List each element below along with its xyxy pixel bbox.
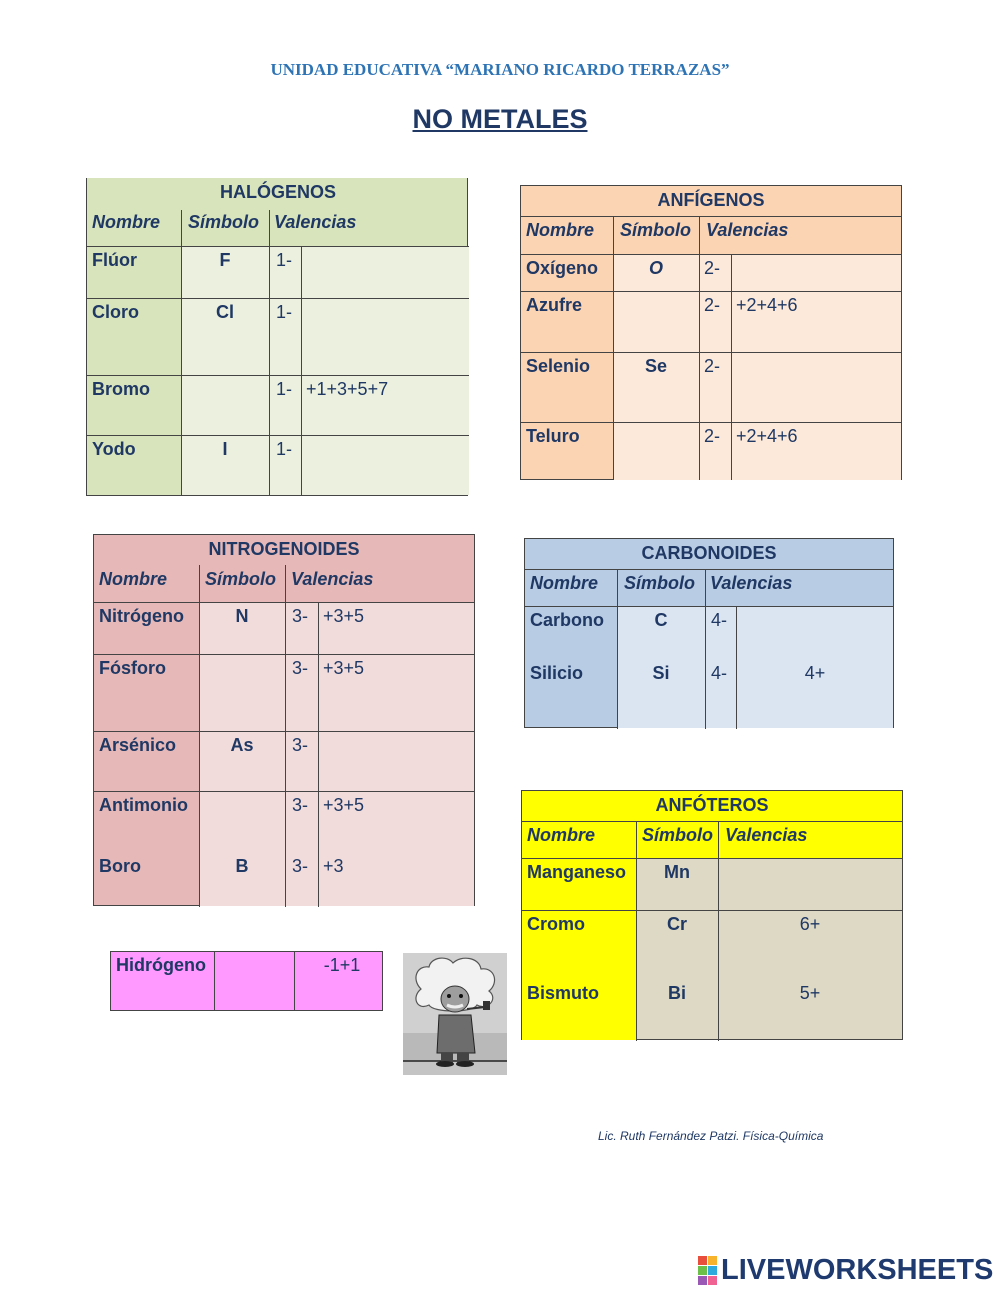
author-credit: Lic. Ruth Fernández Patzi. Física-Química (598, 1129, 824, 1143)
table-row-valence-extra[interactable]: +3 (323, 856, 344, 876)
table-row-name: Fósforo (99, 658, 166, 678)
table-row-valence-extra[interactable] (301, 298, 469, 306)
table-row-name: Boro (99, 856, 141, 876)
table-row-name: Bismuto (527, 983, 599, 1003)
table-row-name: Bromo (92, 379, 150, 399)
table-row-symbol[interactable]: Si (652, 663, 670, 683)
shared-valence[interactable]: 4+ (804, 663, 826, 683)
table-row-symbol[interactable] (613, 291, 699, 299)
table-row-valence-extra[interactable]: +2+4+6 (736, 426, 798, 446)
table-row-name: Azufre (526, 295, 583, 315)
liveworksheets-logo-text: LIVEWORKSHEETS (721, 1253, 994, 1286)
table-row-name: Cloro (92, 302, 139, 322)
table-row-valence[interactable] (718, 858, 902, 866)
table-row-valence: 4- (711, 663, 728, 683)
table-row-symbol[interactable]: As (230, 735, 254, 755)
table-row-name: Teluro (526, 426, 580, 446)
table-row-valence: 4- (711, 610, 728, 630)
table-row-symbol[interactable]: I (222, 439, 228, 459)
table-row-name: Flúor (92, 250, 137, 270)
col-name-header: Nombre (526, 220, 595, 240)
table-row-symbol[interactable]: B (235, 856, 249, 876)
table-row-name: Oxígeno (526, 258, 599, 278)
carbonoides-title: CARBONOIDES (641, 543, 777, 563)
anfoteros-title: ANFÓTEROS (655, 795, 769, 815)
liveworksheets-logo-icon (698, 1256, 717, 1285)
hidrogeno-row (110, 951, 383, 1011)
table-row-valence-extra[interactable]: +3+5 (323, 795, 365, 815)
col-valences-header: Valencias (274, 212, 357, 232)
table-row-name: Manganeso (527, 862, 627, 882)
col-symbol-header: Símbolo (620, 220, 691, 240)
col-valences-header: Valencias (725, 825, 808, 845)
table-row-valence: 2- (704, 295, 721, 315)
anfigenos-title: ANFÍGENOS (657, 190, 765, 210)
col-name-header: Nombre (530, 573, 599, 593)
nitrogenoides-title: NITROGENOIDES (208, 539, 360, 559)
table-row-valence-extra[interactable]: +1+3+5+7 (306, 379, 389, 399)
halogenos-table (86, 178, 468, 496)
liveworksheets-logo[interactable] (698, 1254, 993, 1286)
table-row-symbol[interactable]: Bi (668, 983, 686, 1003)
table-row-symbol[interactable]: Cl (216, 302, 234, 322)
hidrogeno-name: Hidrógeno (116, 955, 206, 975)
nitrogenoides-table (93, 534, 475, 906)
table-row-name: Cromo (527, 914, 585, 934)
table-row-name: Silicio (530, 663, 584, 683)
table-row-valence-extra[interactable] (301, 435, 469, 443)
table-row-valence-extra[interactable]: +2+4+6 (736, 295, 798, 315)
table-row-symbol[interactable]: Cr (666, 914, 687, 934)
table-row-symbol[interactable]: F (219, 250, 231, 270)
table-row-symbol[interactable]: O (648, 258, 663, 278)
col-valences-header: Valencias (291, 569, 374, 589)
table-row-valence: 2- (704, 258, 721, 278)
table-row-valence-extra[interactable] (318, 731, 474, 739)
school-name: UNIDAD EDUCATIVA “MARIANO RICARDO TERRAZAS” (270, 60, 730, 79)
halogenos-title: HALÓGENOS (219, 182, 336, 202)
table-row-symbol[interactable]: Se (644, 356, 668, 376)
table-row-valence: 1- (276, 250, 293, 270)
table-row-valence: 3- (292, 735, 309, 755)
table-row-symbol[interactable]: Mn (664, 862, 690, 882)
col-symbol-header: Símbolo (188, 212, 259, 232)
table-row-valence[interactable]: 5+ (799, 983, 821, 1003)
table-row-valence: 3- (292, 606, 309, 626)
page-title: NO METALES (412, 104, 588, 134)
anfoteros-table (521, 790, 903, 1040)
table-row-valence: 1- (276, 379, 293, 399)
table-row-symbol[interactable] (181, 375, 269, 383)
table-row-name: Arsénico (99, 735, 177, 755)
table-row-valence-extra[interactable] (731, 254, 901, 262)
table-row-name: Carbono (530, 610, 604, 630)
col-name-header: Nombre (92, 212, 161, 232)
table-row-valence: 1- (276, 439, 293, 459)
table-row-valence[interactable]: 6+ (799, 914, 821, 934)
table-row-valence: 3- (292, 856, 309, 876)
table-row-valence: 3- (292, 658, 309, 678)
einstein-cartoon-illustration (403, 953, 507, 1075)
table-row-name: Antimonio (99, 795, 188, 815)
col-symbol-header: Símbolo (205, 569, 276, 589)
anfigenos-table (520, 185, 902, 480)
table-row-symbol[interactable] (199, 654, 285, 662)
table-row-valence-extra[interactable] (301, 246, 469, 254)
hidrogeno-valence: -1+1 (323, 955, 361, 975)
table-row-valence: 3- (292, 795, 309, 815)
col-name-header: Nombre (527, 825, 596, 845)
col-symbol-header: Símbolo (624, 573, 695, 593)
col-symbol-header: Símbolo (642, 825, 713, 845)
table-row-valence: 2- (704, 356, 721, 376)
table-row-valence: 2- (704, 426, 721, 446)
col-valences-header: Valencias (710, 573, 793, 593)
col-valences-header: Valencias (706, 220, 789, 240)
table-row-valence-extra[interactable] (731, 352, 901, 360)
col-name-header: Nombre (99, 569, 168, 589)
hidrogeno-symbol[interactable] (215, 952, 303, 958)
table-row-valence: 1- (276, 302, 293, 322)
table-row-valence-extra[interactable]: +3+5 (323, 658, 365, 678)
table-row-symbol[interactable] (613, 422, 699, 430)
table-row-symbol[interactable]: C (654, 610, 668, 630)
table-row-name: Selenio (526, 356, 591, 376)
table-row-symbol[interactable]: N (235, 606, 249, 626)
table-row-name: Nitrógeno (99, 606, 184, 626)
table-row-symbol[interactable] (199, 791, 285, 799)
table-row-valence-extra[interactable]: +3+5 (323, 606, 365, 626)
carbonoides-table (524, 538, 894, 728)
table-row-name: Yodo (92, 439, 136, 459)
